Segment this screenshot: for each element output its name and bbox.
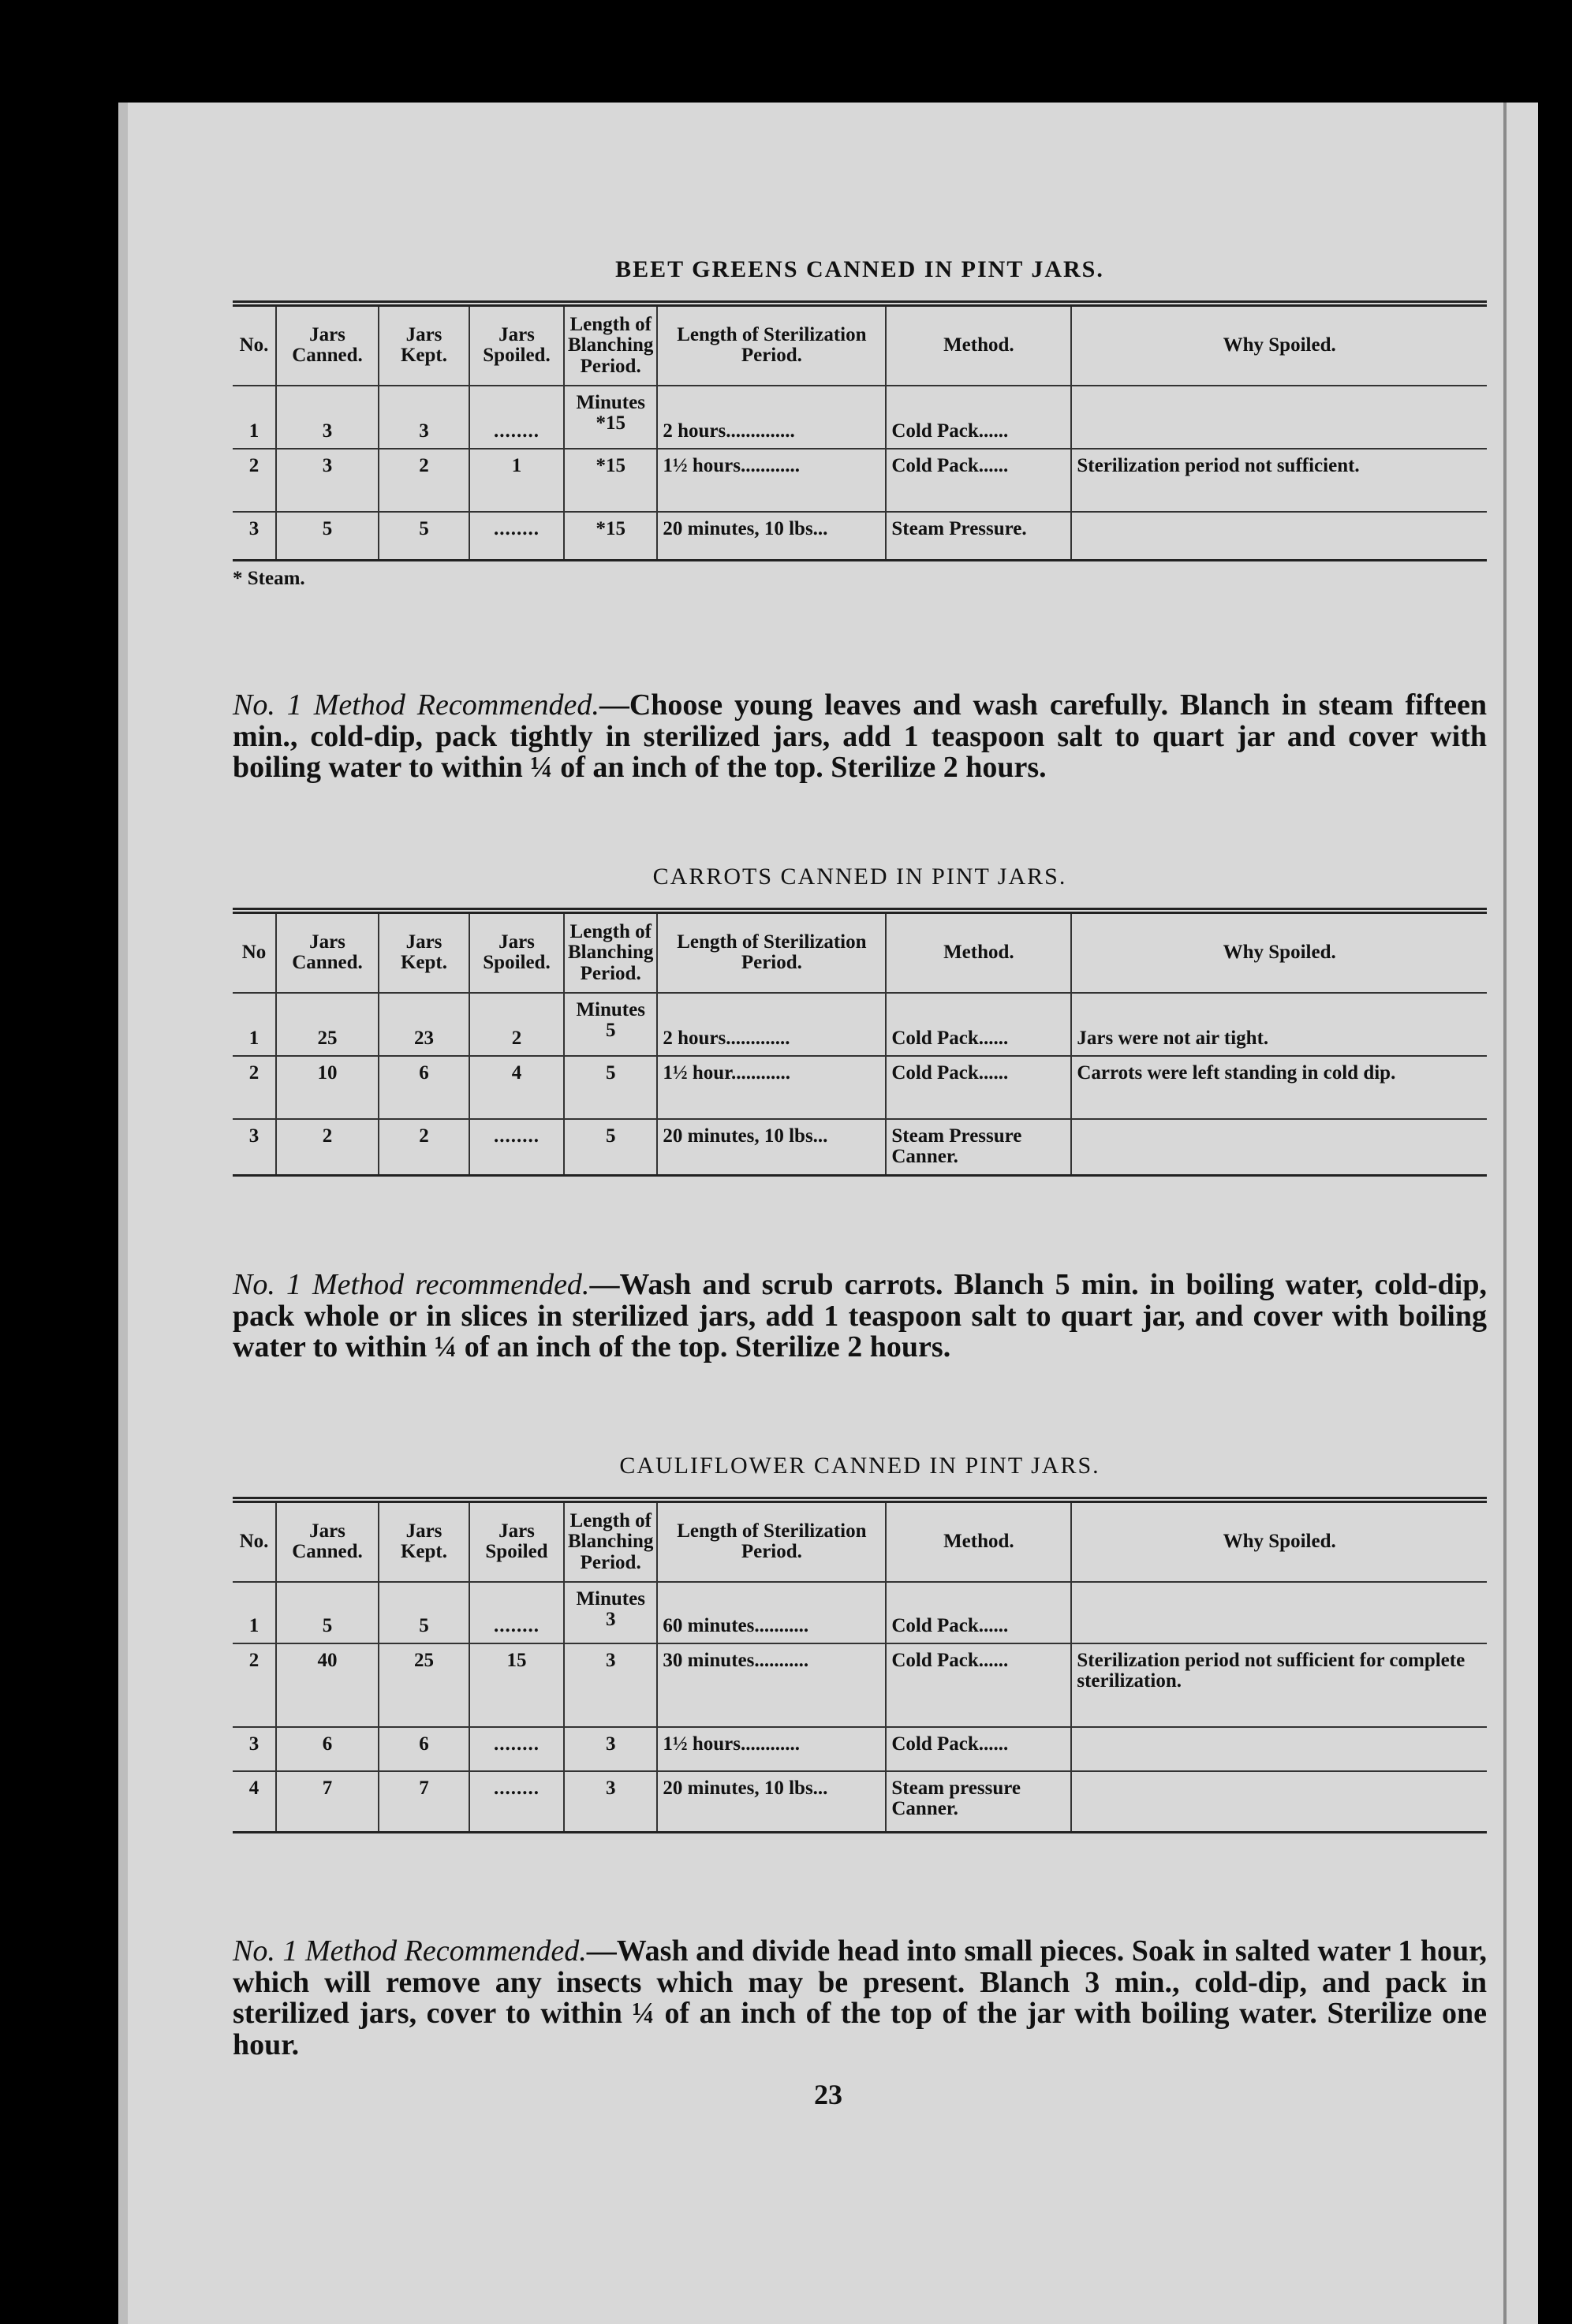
cell-canned: 5 xyxy=(276,1582,379,1643)
table-row xyxy=(233,1119,1487,1176)
cell-sterilization: 20 minutes, 10 lbs... xyxy=(657,1119,886,1176)
cell-blanch: 3 xyxy=(564,1643,657,1727)
cell-spoiled: 1 xyxy=(469,449,564,512)
cell-canned: 3 xyxy=(276,386,379,449)
cell-sterilization: 1½ hour............ xyxy=(657,1056,886,1119)
cell-method: Steam pressure Canner. xyxy=(886,1771,1071,1833)
page-edge xyxy=(1503,103,1507,2324)
cell-sterilization: 1½ hours............ xyxy=(657,449,886,512)
cell-method: Cold Pack...... xyxy=(886,1643,1071,1727)
recommendation-lead: No. 1 Method recommended. xyxy=(233,1268,590,1301)
col-sterilization: Length of Sterilization Period. xyxy=(657,1500,886,1582)
cell-why xyxy=(1071,1727,1487,1771)
cell-method: Cold Pack...... xyxy=(886,1056,1071,1119)
table-row xyxy=(233,1771,1487,1833)
cell-kept: 3 xyxy=(379,386,469,449)
cell-method: Cold Pack...... xyxy=(886,1727,1071,1771)
cell-canned: 40 xyxy=(276,1643,379,1727)
table-header-row xyxy=(233,1500,1487,1582)
cell-kept: 25 xyxy=(379,1643,469,1727)
cell-no: 1 xyxy=(233,993,276,1056)
col-jars-kept: Jars Kept. xyxy=(379,1500,469,1582)
cell-method: Cold Pack...... xyxy=(886,993,1071,1056)
cell-kept: 2 xyxy=(379,449,469,512)
cell-canned: 2 xyxy=(276,1119,379,1176)
col-jars-spoiled: Jars Spoiled xyxy=(469,1500,564,1582)
cell-blanch xyxy=(564,386,657,449)
carrots-title: CARROTS CANNED IN PINT JARS. xyxy=(652,864,1067,890)
cauliflower-table xyxy=(233,1497,1487,1833)
cell-sterilization: 2 hours.............. xyxy=(657,386,886,449)
col-blanching: Length of Blanching Period. xyxy=(564,911,657,993)
cauliflower-section xyxy=(233,1453,1487,1833)
cell-why: Carrots were left standing in cold dip. xyxy=(1071,1056,1487,1119)
cell-blanch xyxy=(564,993,657,1056)
cell-blanch xyxy=(564,1582,657,1643)
page-number: 23 xyxy=(814,2079,842,2110)
unit-label: Minutes xyxy=(576,391,645,413)
cell-no: 1 xyxy=(233,1582,276,1643)
cell-spoiled: ........ xyxy=(469,1771,564,1833)
cell-canned: 5 xyxy=(276,512,379,561)
footnote: * Steam. xyxy=(233,568,305,590)
table-row xyxy=(233,1727,1487,1771)
col-why-spoiled: Why Spoiled. xyxy=(1071,911,1487,993)
cell-blanch-value: 3 xyxy=(605,1609,616,1630)
cell-kept: 6 xyxy=(379,1727,469,1771)
cell-blanch: 5 xyxy=(564,1119,657,1176)
book-page xyxy=(118,103,1538,2324)
col-jars-spoiled: Jars Spoiled. xyxy=(469,911,564,993)
cell-canned: 25 xyxy=(276,993,379,1056)
cell-canned: 3 xyxy=(276,449,379,512)
cell-spoiled: 4 xyxy=(469,1056,564,1119)
beet-greens-table xyxy=(233,300,1487,561)
col-jars-spoiled: Jars Spoiled. xyxy=(469,304,564,386)
col-jars-canned: Jars Canned. xyxy=(276,1500,379,1582)
carrots-table xyxy=(233,908,1487,1177)
col-why-spoiled: Why Spoiled. xyxy=(1071,304,1487,386)
col-jars-canned: Jars Canned. xyxy=(276,911,379,993)
col-no: No. xyxy=(233,1500,276,1582)
col-method: Method. xyxy=(886,1500,1071,1582)
cell-canned: 7 xyxy=(276,1771,379,1833)
table-row xyxy=(233,386,1487,449)
cell-spoiled: 15 xyxy=(469,1643,564,1727)
cell-sterilization: 20 minutes, 10 lbs... xyxy=(657,1771,886,1833)
cell-method: Cold Pack...... xyxy=(886,1582,1071,1643)
cell-sterilization: 60 minutes........... xyxy=(657,1582,886,1643)
recommendation-text: —Choose young leaves and wash carefully. Blanch in steam fifteen min., cold-dip, pack tightly in sterilized jars, add 1 teaspoon salt to quart jar and cover with boiling water to within ¼ of an inch of the top. Sterilize 2 hours. xyxy=(233,688,1487,785)
cell-no: 2 xyxy=(233,1056,276,1119)
col-no: No xyxy=(233,911,276,993)
recommendation-lead: No. 1 Method Recommended. xyxy=(233,1934,587,1968)
cell-blanch: 3 xyxy=(564,1771,657,1833)
cell-no: 3 xyxy=(233,1727,276,1771)
cell-no: 4 xyxy=(233,1771,276,1833)
cell-sterilization: 1½ hours............ xyxy=(657,1727,886,1771)
cell-kept: 6 xyxy=(379,1056,469,1119)
col-blanching: Length of Blanching Period. xyxy=(564,1500,657,1582)
col-jars-kept: Jars Kept. xyxy=(379,304,469,386)
col-method: Method. xyxy=(886,911,1071,993)
table-row xyxy=(233,1643,1487,1727)
cell-kept: 2 xyxy=(379,1119,469,1176)
cell-spoiled: ........ xyxy=(469,1582,564,1643)
col-blanching: Length of Blanching Period. xyxy=(564,304,657,386)
cauliflower-title: CAULIFLOWER CANNED IN PINT JARS. xyxy=(619,1453,1100,1479)
col-sterilization: Length of Sterilization Period. xyxy=(657,911,886,993)
cell-blanch-value: *15 xyxy=(596,412,625,434)
cell-canned: 10 xyxy=(276,1056,379,1119)
cell-no: 3 xyxy=(233,1119,276,1176)
unit-label: Minutes xyxy=(576,1587,645,1610)
cell-why: Jars were not air tight. xyxy=(1071,993,1487,1056)
cell-no: 2 xyxy=(233,449,276,512)
col-sterilization: Length of Sterilization Period. xyxy=(657,304,886,386)
cell-why xyxy=(1071,1582,1487,1643)
table-header-row xyxy=(233,911,1487,993)
recommendation-text: —Wash and scrub carrots. Blanch 5 min. in boiling water, cold-dip, pack whole or in slices in sterilized jars, add 1 teaspoon salt to quart jar, and cover with boiling water to within ¼ of an inch of the top. Sterilize 2 hours. xyxy=(233,1268,1487,1364)
cell-kept: 5 xyxy=(379,1582,469,1643)
unit-label: Minutes xyxy=(576,998,645,1020)
col-jars-kept: Jars Kept. xyxy=(379,911,469,993)
cell-no: 3 xyxy=(233,512,276,561)
cell-canned: 6 xyxy=(276,1727,379,1771)
cell-sterilization: 2 hours............. xyxy=(657,993,886,1056)
cell-method: Steam Pressure Canner. xyxy=(886,1119,1071,1176)
cell-blanch: 3 xyxy=(564,1727,657,1771)
cell-spoiled: ........ xyxy=(469,512,564,561)
cell-why xyxy=(1071,1771,1487,1833)
cell-blanch: *15 xyxy=(564,449,657,512)
cell-spoiled: ........ xyxy=(469,1727,564,1771)
cell-sterilization: 30 minutes........... xyxy=(657,1643,886,1727)
carrots-section xyxy=(233,864,1487,1177)
table-row xyxy=(233,449,1487,512)
beet-greens-title: BEET GREENS CANNED IN PINT JARS. xyxy=(615,256,1104,282)
cell-no: 1 xyxy=(233,386,276,449)
cell-spoiled: 2 xyxy=(469,993,564,1056)
table-row xyxy=(233,512,1487,561)
col-why-spoiled: Why Spoiled. xyxy=(1071,1500,1487,1582)
cauliflower-recommendation xyxy=(233,1936,1487,2061)
cell-spoiled: ........ xyxy=(469,386,564,449)
cell-blanch: 5 xyxy=(564,1056,657,1119)
table-row xyxy=(233,1582,1487,1643)
beet-greens-recommendation xyxy=(233,690,1487,784)
beet-greens-section xyxy=(233,256,1487,590)
cell-spoiled: ........ xyxy=(469,1119,564,1176)
table-row xyxy=(233,993,1487,1056)
cell-why: Sterilization period not sufficient for complete sterilization. xyxy=(1071,1643,1487,1727)
cell-kept: 23 xyxy=(379,993,469,1056)
cell-sterilization: 20 minutes, 10 lbs... xyxy=(657,512,886,561)
col-jars-canned: Jars Canned. xyxy=(276,304,379,386)
cell-why xyxy=(1071,1119,1487,1176)
cell-why xyxy=(1071,386,1487,449)
table-header-row xyxy=(233,304,1487,386)
cell-why xyxy=(1071,512,1487,561)
recommendation-lead: No. 1 Method Recommended. xyxy=(233,688,599,722)
cell-method: Cold Pack...... xyxy=(886,449,1071,512)
page-gutter xyxy=(118,103,128,2324)
recommendation-text: —Wash and divide head into small pieces. Soak in salted water 1 hour, which will remove any insects which may be present. Blanch 3 min., cold-dip, and pack in sterilized jars, cover to within ¼ of an inch of the top of the jar with boiling water. Sterilize one hour. xyxy=(233,1934,1487,2061)
cell-kept: 5 xyxy=(379,512,469,561)
carrots-recommendation xyxy=(233,1270,1487,1363)
cell-blanch: *15 xyxy=(564,512,657,561)
table-row xyxy=(233,1056,1487,1119)
col-method: Method. xyxy=(886,304,1071,386)
cell-why: Sterilization period not sufficient. xyxy=(1071,449,1487,512)
cell-method: Steam Pressure. xyxy=(886,512,1071,561)
cell-method: Cold Pack...... xyxy=(886,386,1071,449)
cell-kept: 7 xyxy=(379,1771,469,1833)
cell-blanch-value: 5 xyxy=(605,1020,616,1041)
cell-no: 2 xyxy=(233,1643,276,1727)
col-no: No. xyxy=(233,304,276,386)
